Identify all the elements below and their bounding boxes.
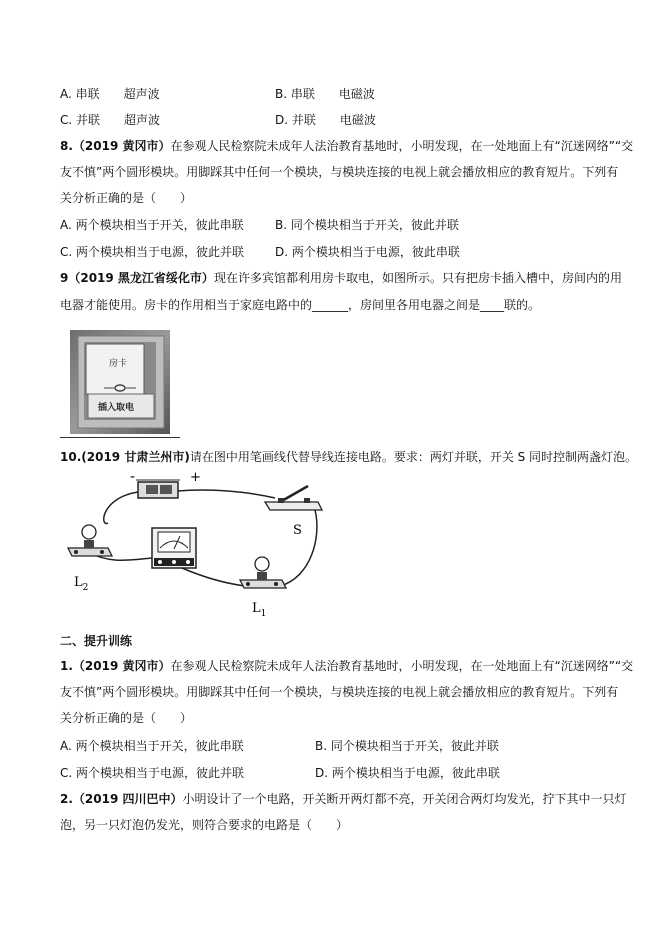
- room-card-photo: [62, 328, 182, 440]
- meter: [152, 528, 196, 568]
- q8-option-c: C. 两个模块相当于电源，彼此并联: [60, 245, 245, 259]
- lamp-l2-label: $L_2$: [74, 575, 89, 593]
- q10-number: 10.: [60, 450, 82, 464]
- q9-line-2: 电器才能使用。房卡的作用相当于家庭电路中的______，房间里各用电器之间是____联的。: [60, 298, 541, 312]
- q9-line-1: [60, 270, 622, 286]
- q8-source: （2019 黄冈市）: [72, 139, 171, 153]
- s2q1-option-a: A. 两个模块相当于开关，彼此串联: [60, 739, 244, 753]
- q9-text-1: 现在许多宾馆都利用房卡取电，如图所示。只有把房卡插入槽中，房间内的用: [213, 271, 622, 285]
- s2q2-number: 2.: [60, 792, 73, 806]
- wire-switch-l1: [280, 510, 317, 586]
- figure-divider: [60, 437, 180, 438]
- circuit-figure: [60, 468, 330, 618]
- lamp-l2: [68, 525, 112, 556]
- s2q1-line-1: [60, 658, 633, 674]
- circuit-diagram: [60, 468, 330, 618]
- q8-line-1: [60, 138, 633, 154]
- option-d: D. 并联 电磁波: [275, 113, 376, 127]
- q8-line-3: 关分析正确的是（ ）: [60, 191, 193, 205]
- s2q1-option-b: B. 同个模块相当于开关，彼此并联: [315, 739, 499, 753]
- s2q1-number: 1.: [60, 659, 73, 673]
- s2q2-source: （2019 四川巴中）: [72, 792, 183, 806]
- section-title: 二、提升训练: [60, 634, 133, 648]
- s2q2-text-1: 小明设计了一个电路，开关断开两灯都不亮，开关闭合两灯均发光，拧下其中一只灯: [182, 792, 627, 806]
- battery: [136, 480, 180, 498]
- switch-label: S: [293, 523, 302, 538]
- slot-text: 插入取电: [98, 403, 135, 413]
- q8-line-2: 友不慎”两个圆形模块。用脚踩其中任何一个模块，与模块连接的电视上就会播放相应的教育短片。下列有: [60, 165, 619, 179]
- q9-number: 9: [60, 271, 69, 285]
- q10-source: (2019 甘肃兰州市): [81, 450, 190, 464]
- battery-minus-label: -: [130, 469, 136, 485]
- s2q1-line-2: 友不慎”两个圆形模块。用脚踩其中任何一个模块，与模块连接的电视上就会播放相应的教育短片。下列有: [60, 685, 619, 699]
- option-b: B. 串联 电磁波: [275, 87, 375, 101]
- s2q1-option-d: D. 两个模块相当于电源，彼此串联: [315, 766, 500, 780]
- s2q1-line-3: 关分析正确的是（ ）: [60, 711, 193, 725]
- room-card-figure: [62, 328, 182, 440]
- q8-option-a: A. 两个模块相当于开关，彼此串联: [60, 218, 244, 232]
- q8-number: 8.: [60, 139, 73, 153]
- option-a: A. 串联 超声波: [60, 87, 160, 101]
- wire-battery-left: [104, 492, 138, 524]
- q8-option-d: D. 两个模块相当于电源，彼此串联: [275, 245, 460, 259]
- lamp-l1: [240, 557, 286, 588]
- s2q2-line-1: [60, 791, 627, 807]
- card-text: 房卡: [109, 359, 128, 369]
- q10-text: 请在图中用笔画线代替导线连接电路。要求：两灯并联，开关 S 同时控制两盏灯泡。: [189, 450, 638, 464]
- q8-text-1: 在参观人民检察院未成年人法治教育基地时，小明发现，在一处地面上有“沉迷网络”“交: [170, 139, 634, 153]
- wire-battery-switch: [178, 490, 275, 498]
- s2q1-option-c: C. 两个模块相当于电源，彼此并联: [60, 766, 245, 780]
- q9-source: （2019 黑龙江省绥化市）: [68, 271, 214, 285]
- s2q1-source: （2019 黄冈市）: [72, 659, 171, 673]
- s2q1-text-1: 在参观人民检察院未成年人法治教育基地时，小明发现，在一处地面上有“沉迷网络”“交: [170, 659, 634, 673]
- battery-plus-label: +: [190, 470, 201, 485]
- wire-meter-l1: [182, 568, 245, 586]
- lamp-l1-label: $L_1$: [252, 601, 267, 618]
- q10-line-1: [60, 449, 637, 465]
- option-c: C. 并联 超声波: [60, 113, 161, 127]
- s2q2-line-2: 泡，另一只灯泡仍发光，则符合要求的电路是（ ）: [60, 818, 349, 832]
- q8-option-b: B. 同个模块相当于开关，彼此并联: [275, 218, 459, 232]
